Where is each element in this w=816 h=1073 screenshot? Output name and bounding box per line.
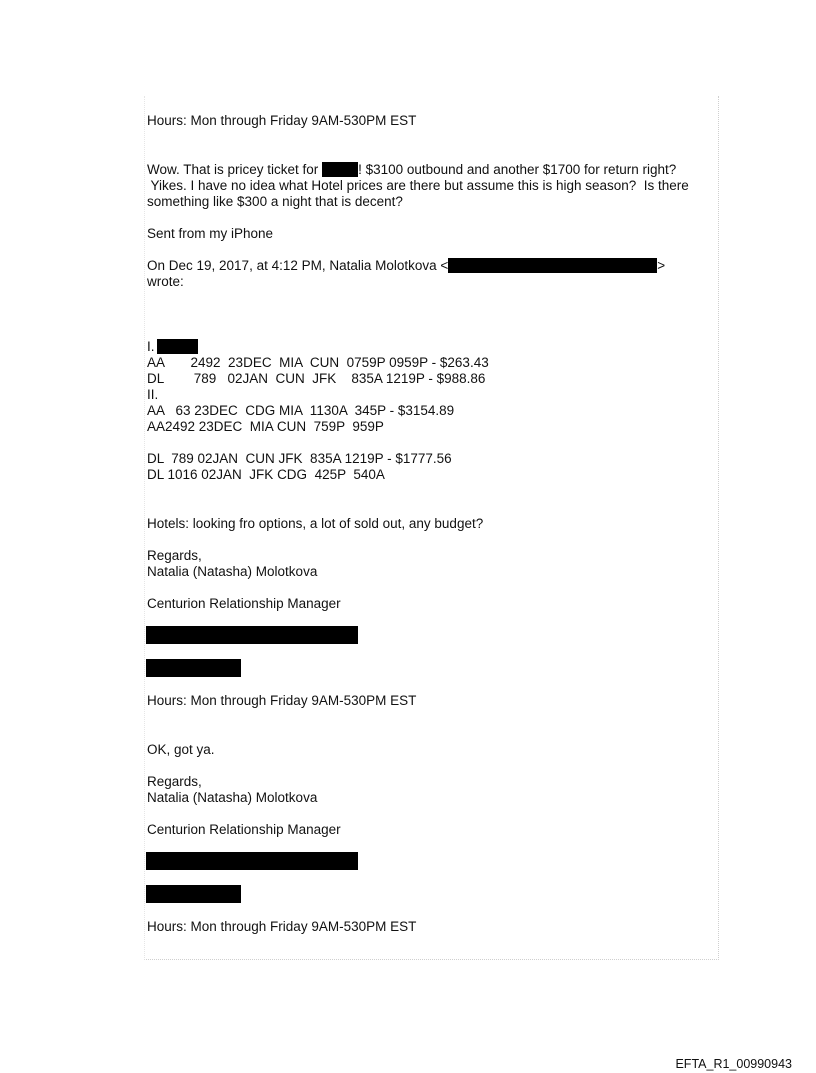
quote-header-wrote: wrote: bbox=[147, 274, 184, 289]
ok-message: OK, got ya. bbox=[147, 742, 215, 757]
sent-from: Sent from my iPhone bbox=[147, 226, 274, 241]
quote-header bbox=[147, 258, 665, 274]
signature-title: Centurion Relationship Manager bbox=[147, 596, 341, 611]
redaction-box bbox=[322, 162, 358, 177]
signature-regards: Regards, bbox=[147, 774, 202, 789]
quote-header-post: > bbox=[657, 258, 666, 273]
reply-line-3: something like $300 a night that is decent? bbox=[147, 194, 403, 209]
quote-header-pre: On Dec 19, 2017, at 4:12 PM, Natalia Molotkova < bbox=[147, 258, 449, 273]
hours-line-2: Hours: Mon through Friday 9AM-530PM EST bbox=[147, 693, 417, 708]
hours-line-3: Hours: Mon through Friday 9AM-530PM EST bbox=[147, 919, 417, 934]
itinerary-row: AA2492 23DEC MIA CUN 759P 959P bbox=[147, 419, 384, 434]
itinerary-row: DL 789 02JAN CUN JFK 835A 1219P - $988.86 bbox=[147, 371, 486, 386]
redaction-box bbox=[448, 258, 657, 273]
itinerary-row: AA 2492 23DEC MIA CUN 0759P 0959P - $263.43 bbox=[147, 355, 489, 370]
signature-regards: Regards, bbox=[147, 548, 202, 563]
hours-line-1: Hours: Mon through Friday 9AM-530PM EST bbox=[147, 113, 417, 128]
option-2-label: II. bbox=[147, 387, 159, 402]
signature-title: Centurion Relationship Manager bbox=[147, 822, 341, 837]
itinerary-row: DL 789 02JAN CUN JFK 835A 1219P - $1777.56 bbox=[147, 451, 452, 466]
redaction-box bbox=[146, 885, 241, 903]
itinerary-row: DL 1016 02JAN JFK CDG 425P 540A bbox=[147, 467, 385, 482]
reply-line-1-pre: Wow. That is pricey ticket for bbox=[147, 162, 323, 177]
hotels-line: Hotels: looking fro options, a lot of sold out, any budget? bbox=[147, 516, 484, 531]
reply-line-1 bbox=[147, 162, 676, 178]
redaction-box bbox=[146, 626, 358, 644]
reply-line-2: Yikes. I have no idea what Hotel prices are there but assume this is high season? Is there bbox=[147, 178, 689, 193]
document-id: EFTA_R1_00990943 bbox=[675, 1057, 792, 1071]
signature-name: Natalia (Natasha) Molotkova bbox=[147, 790, 318, 805]
reply-line-1-post: ! $3100 outbound and another $1700 for return right? bbox=[358, 162, 677, 177]
option-1-label bbox=[147, 339, 198, 355]
redaction-box bbox=[146, 659, 241, 677]
redaction-box bbox=[146, 852, 358, 870]
signature-name: Natalia (Natasha) Molotkova bbox=[147, 564, 318, 579]
redaction-box bbox=[157, 339, 198, 354]
itinerary-row: AA 63 23DEC CDG MIA 1130A 345P - $3154.89 bbox=[147, 403, 455, 418]
option-1-label-text: I. bbox=[147, 339, 155, 354]
